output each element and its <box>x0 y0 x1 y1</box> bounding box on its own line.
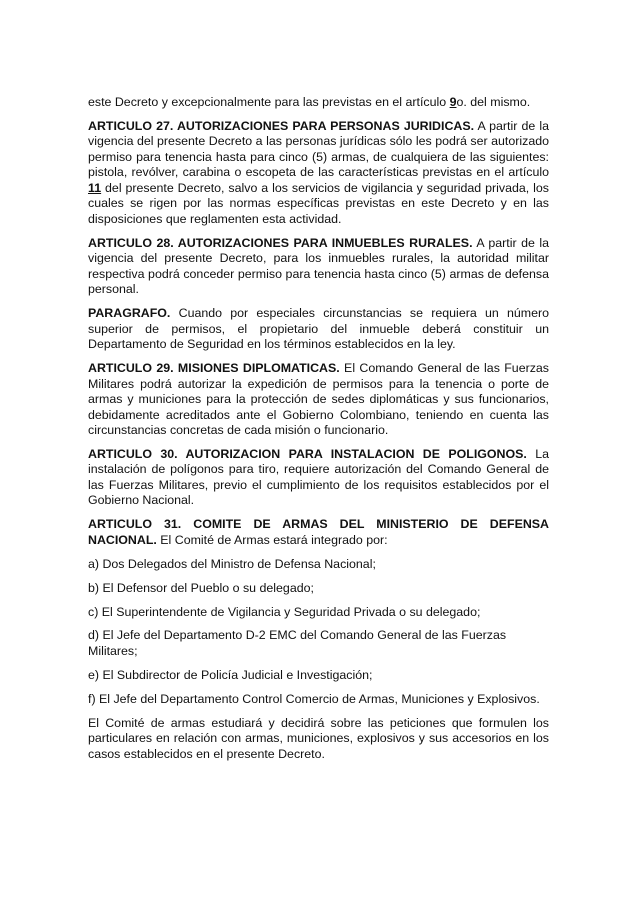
article-reference-link[interactable]: 11 <box>88 180 102 195</box>
article-31: ARTICULO 31. COMITE DE ARMAS DEL MINISTERIO DE DEFENSA NACIONAL. El Comité de Armas estará integrado por: <box>88 517 549 547</box>
committee-member-e: e) El Subdirector de Policía Judicial e Investigación; <box>88 667 373 682</box>
paragrafo-heading: PARAGRAFO. <box>88 306 171 321</box>
article-29: ARTICULO 29. MISIONES DIPLOMATICAS. El Comando General de las Fuerzas Militares podrá autorizar la expedición de permisos para la tenencia o porte de armas y municiones para la protección de sedes diplomáticas y sus funcionarios, debidamente acreditados ante el Gobierno Colombiano, teniendo en cuenta las circunstancias concretas de cada misión o funcionario. <box>88 361 549 438</box>
article-30: ARTICULO 30. AUTORIZACION PARA INSTALACION DE POLIGONOS. La instalación de polígonos para tiro, requiere autorización del Comando General de las Fuerzas Militares, previo el cumplimiento de los requisitos establecidos por el Gobierno Nacional. <box>88 446 549 508</box>
committee-member-c: c) El Superintendente de Vigilancia y Seguridad Privada o su delegado; <box>88 604 481 619</box>
article-reference-link[interactable]: 9 <box>449 95 457 109</box>
document-page <box>88 95 549 770</box>
article-29-heading: ARTICULO 29. MISIONES DIPLOMATICAS. <box>88 361 340 376</box>
article-27-heading: ARTICULO 27. AUTORIZACIONES PARA PERSONAS JURIDICAS. <box>88 118 475 133</box>
committee-member-f: f) El Jefe del Departamento Control Comercio de Armas, Municiones y Explosivos. <box>88 691 540 706</box>
article-28: ARTICULO 28. AUTORIZACIONES PARA INMUEBLES RURALES. A partir de la vigencia del presente Decreto, para los inmuebles rurales, la autoridad militar respectiva podrá conceder permiso para tenencia hasta cinco (5) armas de defensa personal. <box>88 235 549 297</box>
closing-paragraph: El Comité de armas estudiará y decidirá sobre las peticiones que formulen los particulares en relación con armas, municiones, explosivos y sus accesorios en los casos establecidos en el presente Decreto. <box>88 715 549 761</box>
continuation-paragraph: este Decreto y excepcionalmente para las previstas en el artículo 9o. del mismo. <box>88 95 531 109</box>
paragrafo: PARAGRAFO. Cuando por especiales circunstancias se requiera un número superior de permisos, el propietario del inmueble deberá constituir un Departamento de Seguridad en los términos establecidos en la ley. <box>88 306 549 352</box>
committee-member-d: d) El Jefe del Departamento D-2 EMC del Comando General de las Fuerzas Militares; <box>88 628 507 658</box>
article-27: ARTICULO 27. AUTORIZACIONES PARA PERSONAS JURIDICAS. A partir de la vigencia del presente Decreto a las personas jurídicas sólo les podrá ser autorizado permiso para tenencia hasta para cinco (5) armas, de cualquiera de las siguientes: pistola, revólver, carabina o escopeta de las características previstas en el artículo 11 del presente Decreto, salvo a los servicios de vigilancia y seguridad privada, los cuales se rigen por las normas específicas previstas en este Decreto y en las disposiciones que reglamenten esta actividad. <box>88 118 549 226</box>
article-28-heading: ARTICULO 28. AUTORIZACIONES PARA INMUEBLES RURALES. <box>88 235 473 250</box>
committee-member-b: b) El Defensor del Pueblo o su delegado; <box>88 580 314 595</box>
article-31-heading: ARTICULO 31. COMITE DE ARMAS DEL MINISTERIO DE DEFENSA NACIONAL. <box>88 517 549 547</box>
article-30-heading: ARTICULO 30. AUTORIZACION PARA INSTALACION DE POLIGONOS. <box>88 446 527 461</box>
committee-member-a: a) Dos Delegados del Ministro de Defensa Nacional; <box>88 556 376 571</box>
